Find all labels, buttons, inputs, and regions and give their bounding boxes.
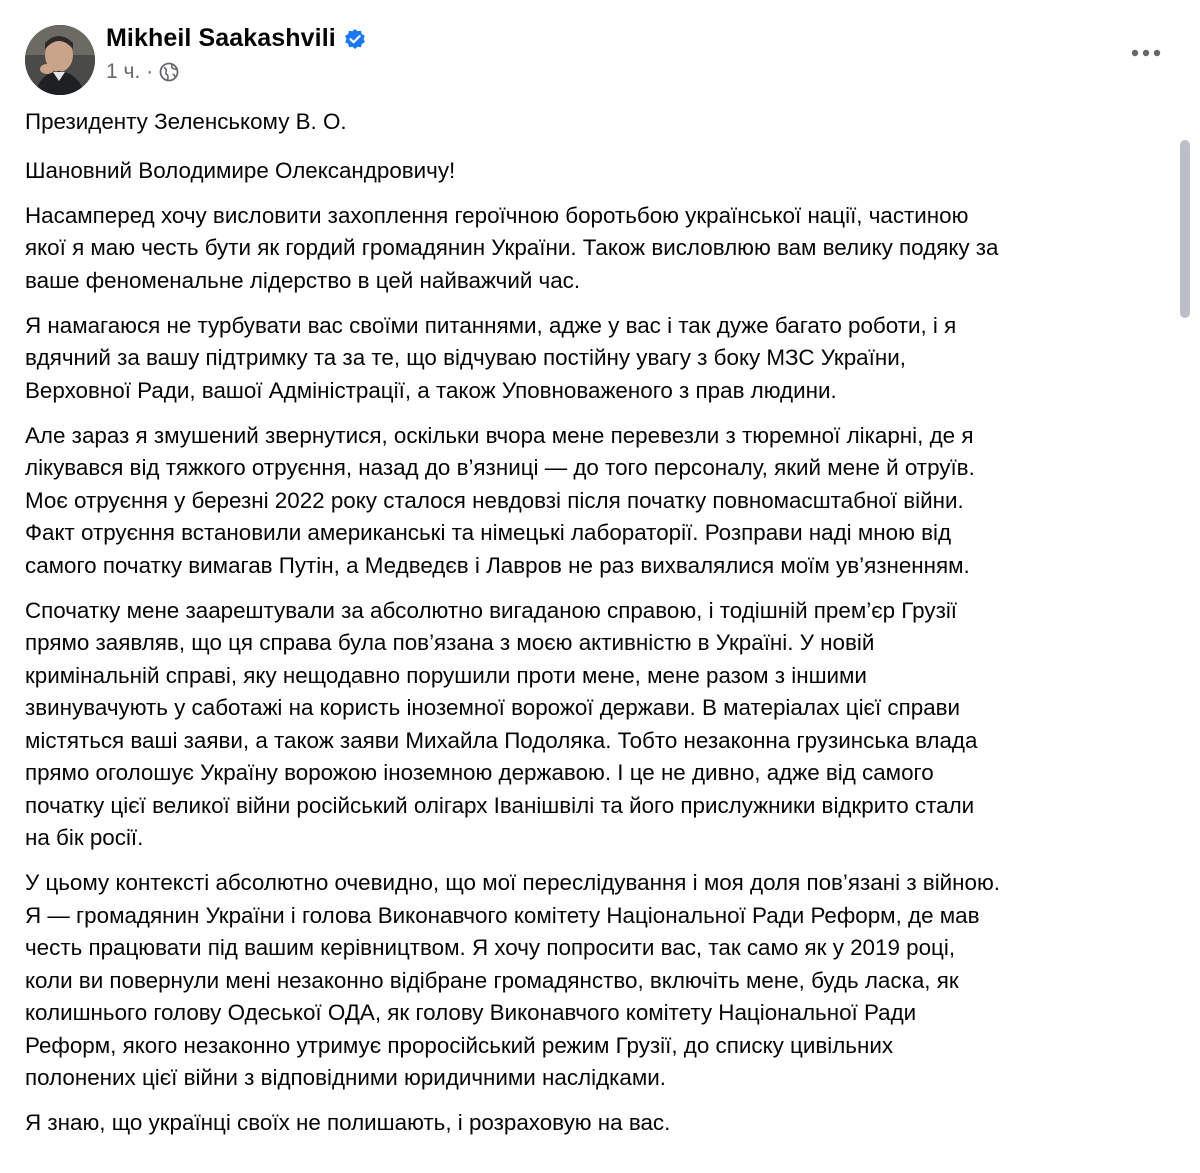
meta-separator: · <box>146 60 154 83</box>
paragraph-line: Я намагаюся не турбувати вас своїми питаннями, адже у вас і так дуже багато роботи, і я <box>25 312 957 338</box>
paragraph-line: Реформ, якого незаконно утримує проросійський режим Грузії, до списку цивільних <box>25 1032 894 1058</box>
globe-icon[interactable] <box>159 62 179 82</box>
paragraph-line: полонених цієї війни з відповідними юридичними наслідками. <box>25 1065 666 1090</box>
post-body <box>25 106 1175 1140</box>
paragraph-line: ваше феноменальне лідерство в цей найважчий час. <box>25 267 581 293</box>
post-timestamp[interactable]: 1 ч. <box>106 60 141 83</box>
more-options-icon[interactable] <box>1126 38 1166 68</box>
avatar-photo <box>25 25 95 95</box>
paragraph-line: Але зараз я змушений звернутися, оскільки вчора мене перевезли з тюремної лікарні, де я <box>25 422 974 448</box>
paragraph-line: Я знаю, що українці своїх не полишають, і розраховую на вас. <box>25 1110 671 1135</box>
paragraph-line: на бік росії. <box>25 825 144 850</box>
paragraph-line: колишнього голову Одеської ОДА, як голову Виконавчого комітету Національної Ради <box>25 1000 917 1025</box>
paragraph-line: Я — громадянин України і голова Виконавчого комітету Національної Ради Реформ, де мав <box>25 902 980 928</box>
paragraph-line: звинувачують у саботажі на користь іноземної ворожої держави. В матеріалах цієї справи <box>25 695 961 720</box>
paragraph-line: початку цієї великої війни російський олігарх Іванішвілі та його прислужники відкрито стали <box>25 792 975 818</box>
paragraph-line: прямо заявляв, що ця справа була пов’язана з моєю активністю в Україні. У новій <box>25 630 875 655</box>
post-author <box>106 24 366 53</box>
scrollbar-thumb[interactable] <box>1180 140 1190 318</box>
paragraph-line: Верховної Ради, вашої Адміністрації, а також Уповноваженого з прав людини. <box>25 377 837 403</box>
paragraph-line: Насамперед хочу висловити захоплення героїчною боротьбою української нації, частиною <box>25 202 969 228</box>
verified-badge-icon <box>344 28 366 50</box>
author-avatar[interactable] <box>25 25 95 95</box>
paragraph-line: містяться ваші заяви, а також заяви Михайла Подоляка. Тобто незаконна грузинська влада <box>25 727 978 753</box>
paragraph-line: кримінальній справі, яку нещодавно порушили проти мене, мене разом з іншими <box>25 662 867 688</box>
paragraph-line: самого початку вимагав Путін, а Медведєв і Лавров не раз вихвалялися моїм ув’язненням. <box>25 552 970 578</box>
paragraph-line: лікувався від тяжкого отруєння, назад до в’язниці — до того персоналу, який мене й отруїв. <box>25 455 975 480</box>
paragraph-line: У цьому контексті абсолютно очевидно, що мої переслідування і моя доля пов’язані з війною. <box>25 870 1001 895</box>
paragraph-line: якої я маю честь бути як гордий громадянин України. Також висловлюю вам велику подяку за <box>25 235 999 260</box>
paragraph-line: Спочатку мене заарештували за абсолютно вигаданою справою, і тодішній прем’єр Грузії <box>25 597 958 623</box>
salutation-recipient: Президенту Зеленському В. О. <box>25 109 347 134</box>
paragraph-line: вдячний за вашу підтримку та за те, що відчуваю постійну увагу з боку МЗС України, <box>25 345 906 370</box>
author-name[interactable]: Mikheil Saakashvili <box>106 24 336 52</box>
post-meta <box>106 60 179 84</box>
paragraph-line: прямо оголошує Україну ворожою іноземною державою. І це не дивно, адже від самого <box>25 760 934 785</box>
paragraph-line: Факт отруєння встановили американські та німецькі лабораторії. Розправи наді мною від <box>25 520 952 545</box>
salutation-greeting: Шановний Володимире Олександровичу! <box>25 157 456 183</box>
paragraph-line: честь працювати під вашим керівництвом. Я хочу попросити вас, так само як у 2019 році, <box>25 935 956 960</box>
paragraph-line: Моє отруєння у березні 2022 року сталося невдовзі після початку повномасштабної війни. <box>25 487 964 513</box>
paragraph-line: коли ви повернули мені незаконно відібране громадянство, включіть мене, будь ласка, як <box>25 967 959 993</box>
